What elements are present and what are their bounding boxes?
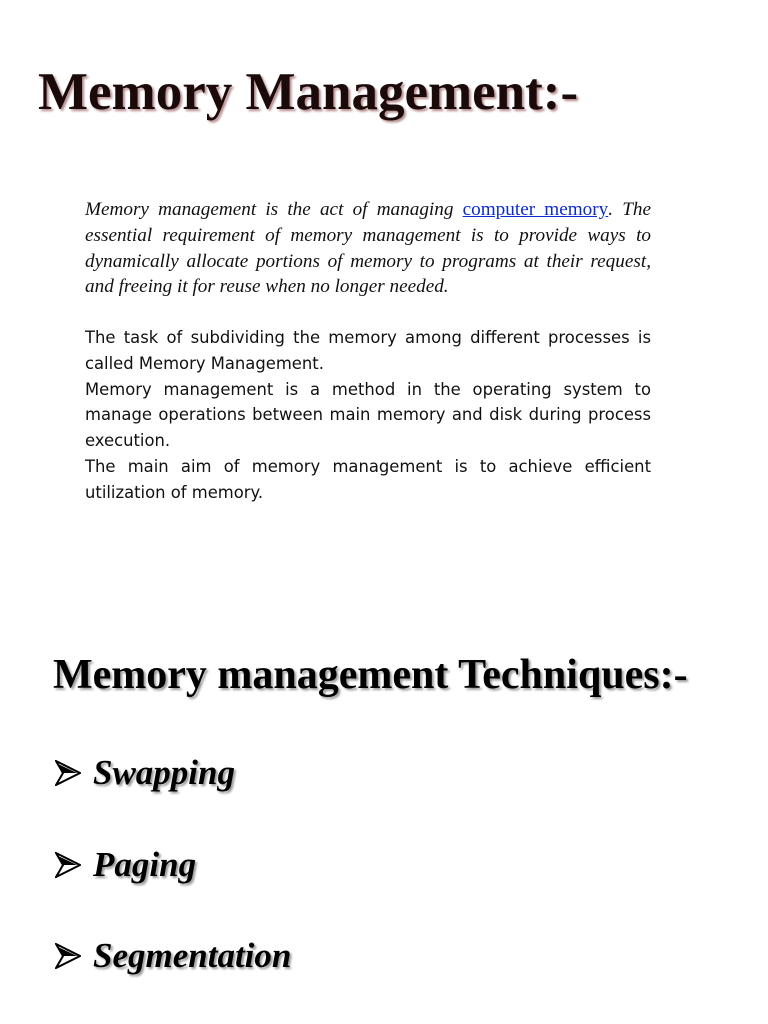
technique-item-segmentation: [55, 931, 291, 981]
intro-paragraph: [85, 197, 651, 300]
technique-label: Segmentation: [93, 936, 292, 975]
technique-label: Swapping: [93, 753, 235, 792]
arrow-bullet-icon: [55, 852, 81, 878]
arrow-bullet-icon: [55, 943, 81, 969]
technique-item-paging: [55, 840, 196, 890]
body-text: [85, 325, 651, 506]
arrow-bullet-icon: [55, 760, 81, 786]
technique-item-swapping: [55, 748, 235, 798]
intro-text-start: Memory management is the act of managing: [85, 199, 463, 220]
technique-label: Paging: [93, 845, 197, 884]
body-paragraph: The main aim of memory management is to achieve efficient utilization of memory.: [85, 456, 651, 502]
body-paragraph: Memory management is a method in the operating system to manage operations between main memory and disk during process execution.: [85, 379, 651, 451]
techniques-heading: Memory management Techniques:-: [53, 652, 688, 698]
intro-text-end: . The essential requirement of memory management is to provide ways to dynamically allocate portions of memory to programs at their request, and freeing it for reuse when no longer needed.: [85, 199, 651, 298]
body-paragraph: The task of subdividing the memory among different processes is called Memory Management.: [85, 328, 651, 373]
computer-memory-link[interactable]: computer memory: [462, 199, 609, 220]
page-title: Memory Management:-: [38, 63, 579, 121]
